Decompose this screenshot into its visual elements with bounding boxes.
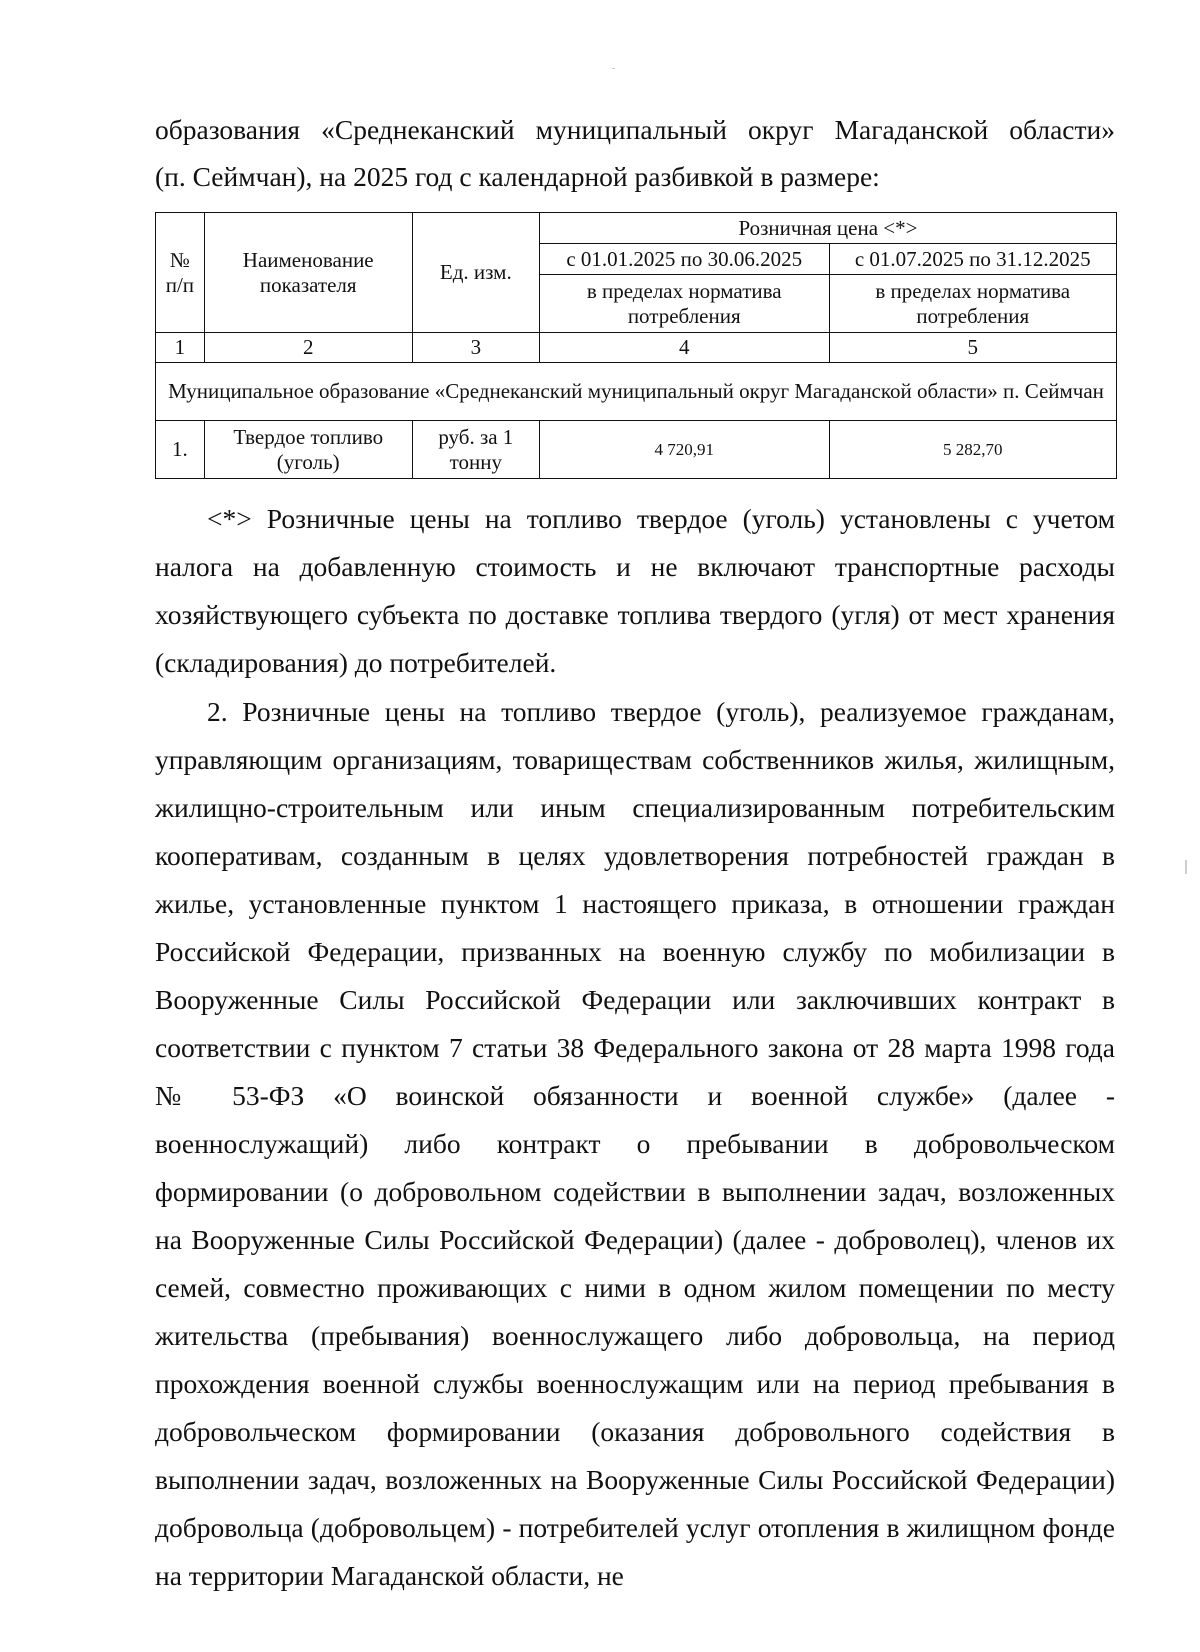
footnote: <*> Розничные цены на топливо твердое (уголь) установлены с учетом налога на добавленную стоимость и не включают транспортные расходы хозяйствующего субъекта по доставке топлива твердого (угля) от мест хранения (складирования) до потребителей. — [155, 503, 1115, 678]
header-num: № п/п — [156, 213, 205, 333]
col-number-1: 1 — [156, 333, 205, 363]
price-table — [155, 212, 1117, 479]
municipality-row: Муниципальное образование «Среднеканский муниципальный округ Магаданской области» п. Сеймчан — [156, 363, 1117, 421]
header-norm-1: в пределах норматива потребления — [539, 275, 829, 333]
intro-line-1: образования «Среднеканский муниципальный округ Магаданской области» — [155, 114, 1115, 145]
header-period-1: с 01.01.2025 по 30.06.2025 — [539, 244, 829, 275]
row-price-1: 4 720,91 — [539, 421, 829, 479]
col-number-2: 2 — [204, 333, 412, 363]
paragraph-2: 2. Розничные цены на топливо твердое (уголь), реализуемое гражданам, управляющим организациям, товариществам собственников жилья, жилищным, жилищно-строительным или иным специализированным потребительским кооперативам, созданным в целях удовлетворения потребностей граждан в жилье, установленные пунктом 1 настоящего приказа, в отношении граждан Российской Федерации, призванных на военную службу по мобилизации в Вооруженные Силы Российской Федерации или заключивших контракт в соответствии с пунктом 7 статьи 38 Федерального закона от 28 марта 1998 года № 53-ФЗ «О воинской обязанности и военной службе» (далее - военнослужащий) либо контракт о пребывании в добровольческом формировании (о добровольном содействии в выполнении задач, возложенных на Вооруженные Силы Российской Федерации) (далее - доброволец), членов их семей, совместно проживающих с ними в одном жилом помещении по месту жительства (пребывания) военнослужащего либо добровольца, на период прохождения военной службы военнослужащим или на период пребывания в добровольческом формировании (оказания добровольного содействия в выполнении задач, возложенных на Вооруженные Силы Российской Федерации) добровольца (добровольцем) - потребителей услуг отопления в жилищном фонде на территории Магаданской области, не — [155, 696, 1115, 1591]
header-norm-2: в пределах норматива потребления — [829, 275, 1116, 333]
header-price: Розничная цена <*> — [539, 213, 1116, 244]
row-unit: руб. за 1 тонну — [412, 421, 539, 479]
header-unit: Ед. изм. — [412, 213, 539, 333]
col-number-5: 5 — [829, 333, 1116, 363]
scan-artifact — [1185, 860, 1187, 874]
table-row — [156, 421, 1117, 479]
header-name: Наименование показателя — [204, 213, 412, 333]
row-price-2: 5 282,70 — [829, 421, 1116, 479]
intro-line-2: (п. Сеймчан), на 2025 год с календарной разбивкой в размере: — [155, 161, 880, 192]
row-name: Твердое топливо (уголь) — [204, 421, 412, 479]
header-period-2: с 01.07.2025 по 31.12.2025 — [829, 244, 1116, 275]
col-number-3: 3 — [412, 333, 539, 363]
row-num: 1. — [156, 421, 205, 479]
col-number-4: 4 — [539, 333, 829, 363]
scan-artifact — [612, 68, 615, 69]
